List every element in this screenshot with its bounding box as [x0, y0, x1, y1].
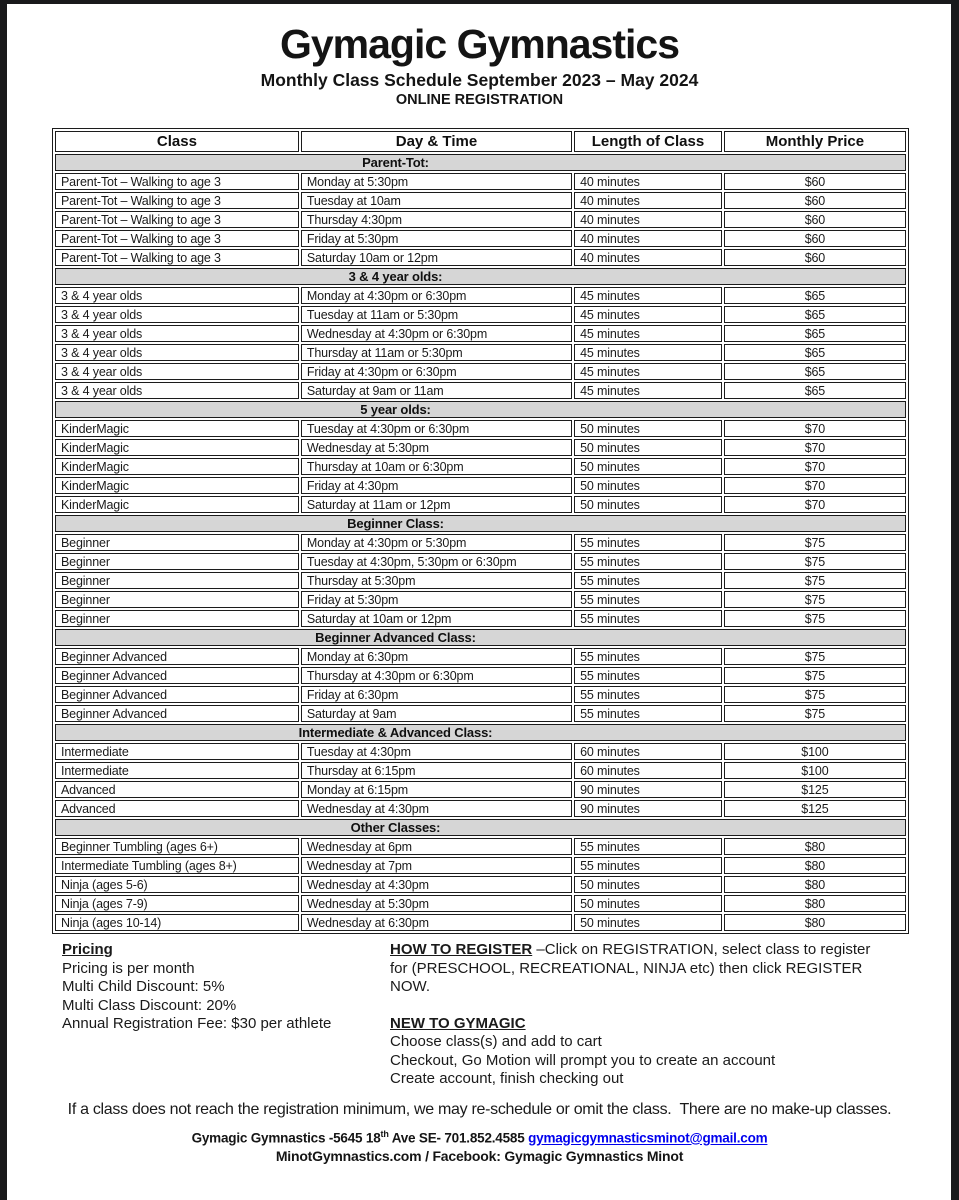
table-row	[55, 325, 906, 342]
class-name-cell: KinderMagic	[55, 477, 299, 494]
table-row	[55, 648, 906, 665]
length-cell: 50 minutes	[574, 477, 722, 494]
length-cell: 55 minutes	[574, 838, 722, 855]
section-header-row	[55, 819, 906, 836]
class-name-cell: Advanced	[55, 800, 299, 817]
table-header-row	[55, 131, 906, 152]
day-time-cell: Thursday at 10am or 6:30pm	[301, 458, 572, 475]
length-cell: 55 minutes	[574, 553, 722, 570]
length-cell: 50 minutes	[574, 420, 722, 437]
class-name-cell: Beginner Advanced	[55, 705, 299, 722]
section-header-row	[55, 515, 906, 532]
pricing-line: Pricing is per month	[62, 959, 195, 977]
contact-line	[0, 1129, 959, 1146]
length-cell: 90 minutes	[574, 800, 722, 817]
day-time-cell: Thursday at 11am or 5:30pm	[301, 344, 572, 361]
length-cell: 45 minutes	[574, 344, 722, 361]
table-row	[55, 857, 906, 874]
register-step: Choose class(s) and add to cart	[390, 1033, 602, 1050]
class-name-cell: Beginner	[55, 553, 299, 570]
price-cell: $65	[724, 344, 906, 361]
day-time-cell: Monday at 4:30pm or 6:30pm	[301, 287, 572, 304]
class-name-cell: Ninja (ages 7-9)	[55, 895, 299, 912]
new-to-gymagic-heading: NEW TO GYMAGIC	[390, 1014, 526, 1032]
price-cell: $75	[724, 553, 906, 570]
class-name-cell: Intermediate	[55, 743, 299, 760]
register-step: Checkout, Go Motion will prompt you to create an account	[390, 1051, 776, 1069]
day-time-cell: Friday at 4:30pm or 6:30pm	[301, 363, 572, 380]
column-header-class: Class	[55, 131, 299, 152]
length-cell: 55 minutes	[574, 686, 722, 703]
email-link[interactable]: gymagicgymnasticsminot@gmail.com	[528, 1130, 768, 1146]
class-name-cell: Beginner Advanced	[55, 686, 299, 703]
length-cell: 55 minutes	[574, 648, 722, 665]
section-header-label: Parent-Tot:	[55, 154, 906, 171]
page-title: Gymagic Gymnastics	[279, 21, 680, 67]
pricing-line: Annual Registration Fee: $30 per athlete	[62, 1015, 332, 1032]
length-cell: 40 minutes	[574, 173, 722, 190]
class-name-cell: KinderMagic	[55, 458, 299, 475]
ordinal-superscript: th	[380, 1129, 389, 1139]
price-cell: $60	[724, 192, 906, 209]
day-time-cell: Thursday at 4:30pm or 6:30pm	[301, 667, 572, 684]
table-row	[55, 363, 906, 380]
length-cell: 55 minutes	[574, 610, 722, 627]
price-cell: $75	[724, 667, 906, 684]
day-time-cell: Wednesday at 6pm	[301, 838, 572, 855]
price-cell: $70	[724, 420, 906, 437]
day-time-cell: Wednesday at 4:30pm	[301, 876, 572, 893]
table-row	[55, 439, 906, 456]
length-cell: 90 minutes	[574, 781, 722, 798]
day-time-cell: Thursday 4:30pm	[301, 211, 572, 228]
class-name-cell: 3 & 4 year olds	[55, 344, 299, 361]
section-header-row	[55, 629, 906, 646]
price-cell: $75	[724, 572, 906, 589]
class-name-cell: 3 & 4 year olds	[55, 325, 299, 342]
table-row	[55, 230, 906, 247]
table-row	[55, 344, 906, 361]
price-cell: $65	[724, 306, 906, 323]
class-name-cell: Ninja (ages 10-14)	[55, 914, 299, 931]
day-time-cell: Friday at 5:30pm	[301, 230, 572, 247]
class-name-cell: Beginner	[55, 534, 299, 551]
day-time-cell: Monday at 5:30pm	[301, 173, 572, 190]
price-cell: $65	[724, 325, 906, 342]
length-cell: 55 minutes	[574, 591, 722, 608]
price-cell: $75	[724, 705, 906, 722]
price-cell: $65	[724, 363, 906, 380]
length-cell: 45 minutes	[574, 287, 722, 304]
day-time-cell: Thursday at 6:15pm	[301, 762, 572, 779]
table-row	[55, 667, 906, 684]
class-name-cell: Beginner Tumbling (ages 6+)	[55, 838, 299, 855]
length-cell: 50 minutes	[574, 914, 722, 931]
price-cell: $100	[724, 743, 906, 760]
contact-address-phone: Ave SE- 701.852.4585	[388, 1130, 529, 1146]
class-name-cell: KinderMagic	[55, 496, 299, 513]
table-row	[55, 477, 906, 494]
table-row	[55, 249, 906, 266]
length-cell: 40 minutes	[574, 230, 722, 247]
class-name-cell: 3 & 4 year olds	[55, 363, 299, 380]
section-header-label: 5 year olds:	[55, 401, 906, 418]
column-header-price: Monthly Price	[724, 131, 906, 152]
class-name-cell: Beginner Advanced	[55, 667, 299, 684]
section-header-row	[55, 154, 906, 171]
online-registration-label: ONLINE REGISTRATION	[395, 92, 564, 108]
day-time-cell: Wednesday at 7pm	[301, 857, 572, 874]
price-cell: $60	[724, 230, 906, 247]
section-header-row	[55, 268, 906, 285]
day-time-cell: Saturday 10am or 12pm	[301, 249, 572, 266]
day-time-cell: Wednesday at 4:30pm or 6:30pm	[301, 325, 572, 342]
table-row	[55, 705, 906, 722]
class-name-cell: Beginner	[55, 591, 299, 608]
table-row	[55, 838, 906, 855]
length-cell: 50 minutes	[574, 458, 722, 475]
table-row	[55, 572, 906, 589]
price-cell: $75	[724, 610, 906, 627]
scan-edge-left	[0, 0, 7, 1200]
pricing-block	[62, 941, 392, 1034]
price-cell: $80	[724, 876, 906, 893]
table-row	[55, 895, 906, 912]
contact-address-prefix: Gymagic Gymnastics -5645 18	[191, 1130, 381, 1146]
table-row	[55, 610, 906, 627]
table-row	[55, 306, 906, 323]
price-cell: $75	[724, 686, 906, 703]
price-cell: $75	[724, 534, 906, 551]
table-row	[55, 800, 906, 817]
length-cell: 45 minutes	[574, 363, 722, 380]
table-row	[55, 420, 906, 437]
price-cell: $70	[724, 439, 906, 456]
day-time-cell: Tuesday at 11am or 5:30pm	[301, 306, 572, 323]
price-cell: $80	[724, 838, 906, 855]
register-block	[390, 941, 872, 1089]
day-time-cell: Tuesday at 4:30pm, 5:30pm or 6:30pm	[301, 553, 572, 570]
class-name-cell: Parent-Tot – Walking to age 3	[55, 249, 299, 266]
day-time-cell: Friday at 6:30pm	[301, 686, 572, 703]
day-time-cell: Friday at 4:30pm	[301, 477, 572, 494]
schedule-subtitle: Monthly Class Schedule September 2023 – May 2024	[260, 70, 699, 90]
class-name-cell: 3 & 4 year olds	[55, 306, 299, 323]
table-row	[55, 743, 906, 760]
class-name-cell: KinderMagic	[55, 439, 299, 456]
length-cell: 40 minutes	[574, 192, 722, 209]
length-cell: 55 minutes	[574, 572, 722, 589]
class-name-cell: Advanced	[55, 781, 299, 798]
pricing-heading: Pricing	[62, 941, 113, 958]
price-cell: $125	[724, 800, 906, 817]
table-row	[55, 458, 906, 475]
class-schedule-table	[52, 128, 909, 934]
new-to-gymagic-block	[390, 1015, 872, 1089]
pricing-line: Multi Class Discount: 20%	[62, 996, 237, 1014]
price-cell: $80	[724, 914, 906, 931]
day-time-cell: Monday at 6:15pm	[301, 781, 572, 798]
table-row	[55, 914, 906, 931]
table-row	[55, 781, 906, 798]
day-time-cell: Wednesday at 4:30pm	[301, 800, 572, 817]
how-to-register-text	[390, 941, 872, 997]
class-name-cell: Beginner Advanced	[55, 648, 299, 665]
length-cell: 60 minutes	[574, 762, 722, 779]
section-header-label: 3 & 4 year olds:	[55, 268, 906, 285]
length-cell: 55 minutes	[574, 705, 722, 722]
section-header-label: Beginner Class:	[55, 515, 906, 532]
class-name-cell: Parent-Tot – Walking to age 3	[55, 173, 299, 190]
length-cell: 50 minutes	[574, 876, 722, 893]
length-cell: 40 minutes	[574, 211, 722, 228]
price-cell: $60	[724, 211, 906, 228]
length-cell: 55 minutes	[574, 667, 722, 684]
price-cell: $80	[724, 895, 906, 912]
table-row	[55, 496, 906, 513]
class-name-cell: Beginner	[55, 610, 299, 627]
class-name-cell: Parent-Tot – Walking to age 3	[55, 211, 299, 228]
length-cell: 55 minutes	[574, 534, 722, 551]
day-time-cell: Wednesday at 5:30pm	[301, 439, 572, 456]
class-name-cell: Beginner	[55, 572, 299, 589]
class-name-cell: 3 & 4 year olds	[55, 382, 299, 399]
section-header-label: Intermediate & Advanced Class:	[55, 724, 906, 741]
column-header-day-time: Day & Time	[301, 131, 572, 152]
table-row	[55, 553, 906, 570]
class-name-cell: Intermediate Tumbling (ages 8+)	[55, 857, 299, 874]
price-cell: $100	[724, 762, 906, 779]
table-row	[55, 192, 906, 209]
day-time-cell: Tuesday at 4:30pm	[301, 743, 572, 760]
section-header-row	[55, 724, 906, 741]
section-header-label: Other Classes:	[55, 819, 906, 836]
price-cell: $75	[724, 591, 906, 608]
price-cell: $75	[724, 648, 906, 665]
length-cell: 50 minutes	[574, 439, 722, 456]
price-cell: $70	[724, 458, 906, 475]
pricing-line: Multi Child Discount: 5%	[62, 978, 225, 995]
how-to-register-heading: HOW TO REGISTER	[390, 941, 533, 958]
class-name-cell: Parent-Tot – Walking to age 3	[55, 192, 299, 209]
class-name-cell: 3 & 4 year olds	[55, 287, 299, 304]
length-cell: 45 minutes	[574, 306, 722, 323]
length-cell: 60 minutes	[574, 743, 722, 760]
price-cell: $70	[724, 477, 906, 494]
table-row	[55, 876, 906, 893]
day-time-cell: Wednesday at 6:30pm	[301, 914, 572, 931]
day-time-cell: Monday at 4:30pm or 5:30pm	[301, 534, 572, 551]
day-time-cell: Tuesday at 4:30pm or 6:30pm	[301, 420, 572, 437]
column-header-length: Length of Class	[574, 131, 722, 152]
schedule-body	[55, 154, 906, 931]
price-cell: $60	[724, 249, 906, 266]
section-header-label: Beginner Advanced Class:	[55, 629, 906, 646]
class-minimum-notice: If a class does not reach the registration minimum, we may re-schedule or omit the class. There are no make-up classes.	[67, 1101, 892, 1118]
how-to-register-instructions: –Click on REGISTRATION, select class to register for (PRESCHOOL, RECREATIONAL, NINJA etc) then click REGISTER NOW.	[390, 941, 871, 995]
table-row	[55, 287, 906, 304]
day-time-cell: Friday at 5:30pm	[301, 591, 572, 608]
price-cell: $60	[724, 173, 906, 190]
price-cell: $70	[724, 496, 906, 513]
length-cell: 50 minutes	[574, 496, 722, 513]
table-row	[55, 591, 906, 608]
class-name-cell: Ninja (ages 5-6)	[55, 876, 299, 893]
day-time-cell: Saturday at 9am or 11am	[301, 382, 572, 399]
table-row	[55, 211, 906, 228]
length-cell: 45 minutes	[574, 325, 722, 342]
website-facebook-line: MinotGymnastics.com / Facebook: Gymagic Gymnastics Minot	[275, 1148, 684, 1164]
length-cell: 50 minutes	[574, 895, 722, 912]
day-time-cell: Tuesday at 10am	[301, 192, 572, 209]
class-name-cell: KinderMagic	[55, 420, 299, 437]
length-cell: 45 minutes	[574, 382, 722, 399]
day-time-cell: Monday at 6:30pm	[301, 648, 572, 665]
table-row	[55, 762, 906, 779]
class-name-cell: Parent-Tot – Walking to age 3	[55, 230, 299, 247]
section-header-row	[55, 401, 906, 418]
register-step: Create account, finish checking out	[390, 1070, 624, 1087]
day-time-cell: Saturday at 9am	[301, 705, 572, 722]
price-cell: $125	[724, 781, 906, 798]
scan-edge-top	[0, 0, 959, 4]
price-cell: $65	[724, 382, 906, 399]
class-name-cell: Intermediate	[55, 762, 299, 779]
length-cell: 55 minutes	[574, 857, 722, 874]
table-row	[55, 382, 906, 399]
table-row	[55, 534, 906, 551]
day-time-cell: Wednesday at 5:30pm	[301, 895, 572, 912]
table-row	[55, 173, 906, 190]
price-cell: $65	[724, 287, 906, 304]
length-cell: 40 minutes	[574, 249, 722, 266]
price-cell: $80	[724, 857, 906, 874]
day-time-cell: Thursday at 5:30pm	[301, 572, 572, 589]
day-time-cell: Saturday at 11am or 12pm	[301, 496, 572, 513]
table-row	[55, 686, 906, 703]
scan-edge-right	[951, 0, 959, 1200]
day-time-cell: Saturday at 10am or 12pm	[301, 610, 572, 627]
